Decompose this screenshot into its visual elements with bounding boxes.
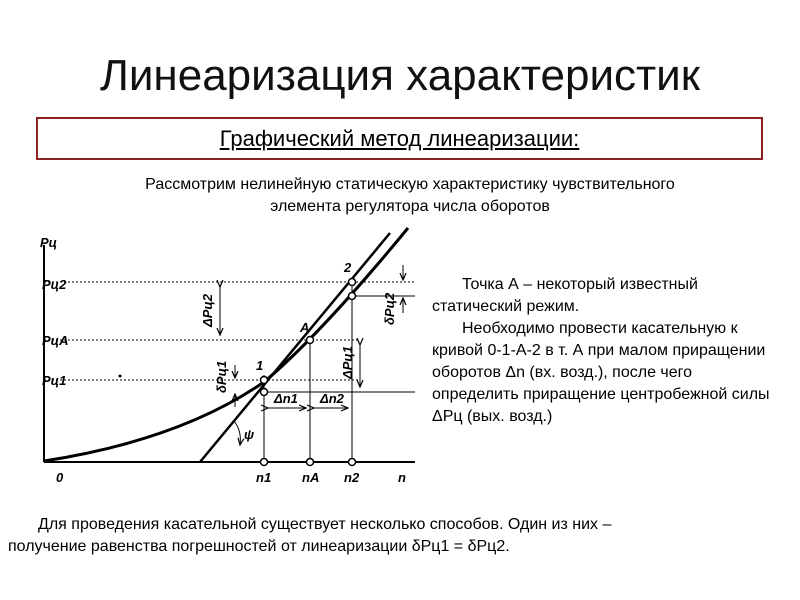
point-2-tangent bbox=[349, 293, 356, 300]
stray-dot bbox=[119, 375, 122, 378]
y-label-pca: PцА bbox=[42, 333, 69, 348]
label-psi: ψ bbox=[244, 427, 255, 442]
label-dp-c2: ΔPц2 bbox=[200, 293, 215, 327]
nonlinear-curve bbox=[44, 228, 408, 461]
point-n1 bbox=[261, 459, 268, 466]
explanation-text bbox=[432, 274, 777, 428]
explanation-p1: Точка А – некоторый известный статический режим. bbox=[432, 276, 698, 315]
point-1-tangent bbox=[261, 389, 268, 396]
x-label-n1: n1 bbox=[256, 470, 272, 485]
point-a bbox=[307, 337, 314, 344]
intro-line-1: Рассмотрим нелинейную статическую характеристику чувствительного bbox=[145, 176, 675, 193]
point-na bbox=[307, 459, 314, 466]
linearization-diagram bbox=[30, 225, 430, 495]
bottom-line-1: Для проведения касательной существует несколько способов. Один из них – bbox=[38, 516, 612, 533]
tangent-line bbox=[200, 233, 390, 462]
point-label-a: A bbox=[300, 320, 310, 335]
intro-text bbox=[60, 174, 760, 218]
psi-arc bbox=[234, 421, 240, 445]
x-axis-label: n bbox=[398, 470, 406, 485]
method-label: Графический метод линеаризации: bbox=[219, 126, 580, 151]
point-label-1: 1 bbox=[256, 358, 264, 373]
x-label-n2: n2 bbox=[344, 470, 360, 485]
y-label-pc1: Pц1 bbox=[42, 373, 67, 388]
bottom-text bbox=[8, 514, 798, 558]
label-small-dp2: δPц2 bbox=[382, 292, 397, 325]
bottom-line-2: получение равенства погрешностей от линеаризации δPц1 = δPц2. bbox=[8, 538, 510, 555]
point-n2 bbox=[349, 459, 356, 466]
x-label-na: nА bbox=[302, 470, 320, 485]
explanation-p2: Необходимо провести касательную к кривой 0-1-А-2 в т. А при малом приращении оборотов Δn (вх. возд.), после чего определить приращение центробежной силы ΔPц (вых. возд.) bbox=[432, 320, 770, 425]
y-label-pc2: Pц2 bbox=[42, 277, 67, 292]
intro-line-2: элемента регулятора числа оборотов bbox=[270, 198, 550, 215]
method-box bbox=[36, 117, 763, 160]
label-dn2: Δn2 bbox=[320, 391, 344, 406]
y-axis-label: Pц bbox=[40, 235, 58, 250]
origin-label: 0 bbox=[56, 470, 64, 485]
point-2 bbox=[349, 279, 356, 286]
label-dp-c1: ΔPц1 bbox=[340, 345, 355, 379]
point-1 bbox=[261, 377, 268, 384]
point-label-2: 2 bbox=[344, 260, 352, 275]
label-small-dp1: δPц1 bbox=[214, 360, 229, 393]
page-title: Линеаризация характеристик bbox=[99, 51, 701, 100]
label-dn1: Δn1 bbox=[274, 391, 298, 406]
